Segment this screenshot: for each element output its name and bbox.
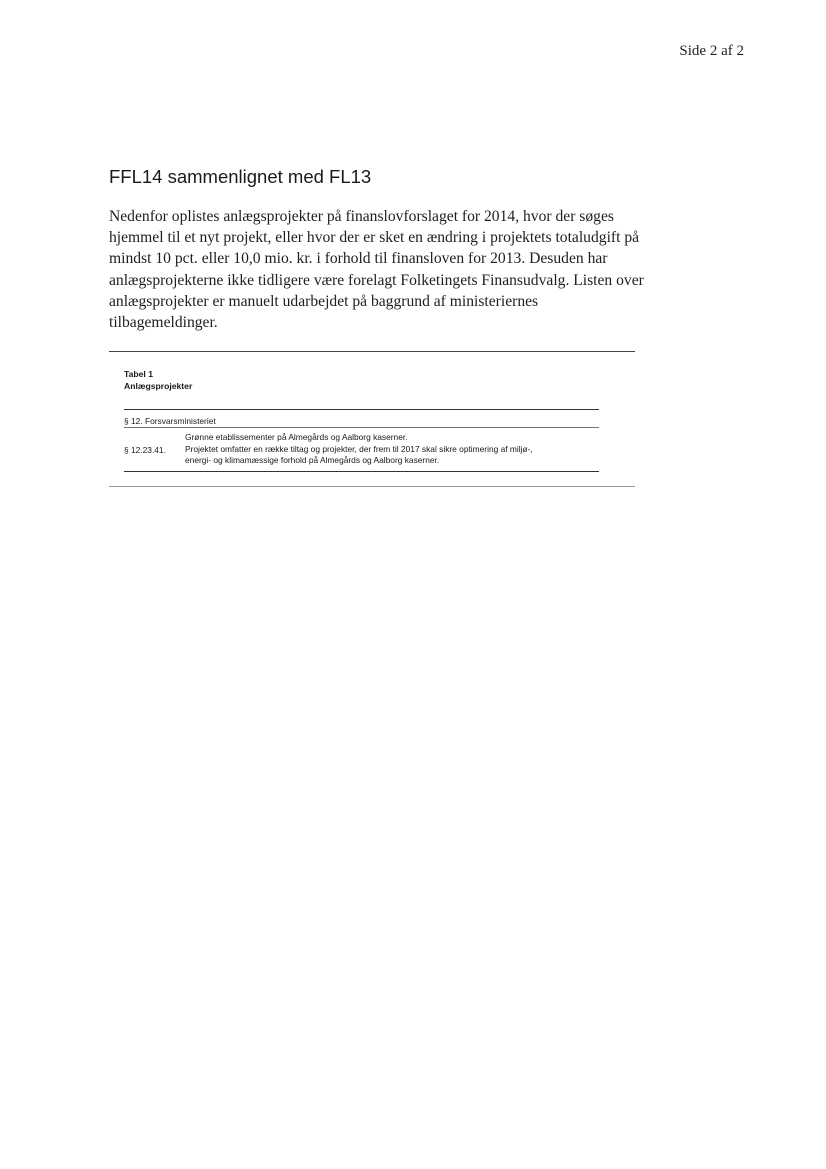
project-table (124, 368, 599, 465)
intro-paragraph: Nedenfor oplistes anlægsprojekter på finanslovforslaget for 2014, hvor der søges hjemmel til et nyt projekt, eller hvor der er sket en ændring i projektets totaludgift på mindst 10 pct. eller 10,0 mio. kr. i forhold til finansloven for 2013. Desuden har anlægsprojekterne ikke tidligere være forelagt Folketingets Finansudvalg. Listen over anlægsprojekter er manuelt udarbejdet på baggrund af ministeriernes tilbagemeldinger. (109, 208, 644, 332)
section-heading: FFL14 sammenlignet med FL13 (109, 166, 372, 187)
ministry-rule (124, 427, 599, 428)
ministry-label: § 12. Forsvarsministeriet (124, 416, 216, 426)
project-account: § 12.23.41. (124, 445, 166, 455)
project-description (185, 432, 599, 467)
table-number: Tabel 1 (124, 369, 153, 379)
table-footer-rule (124, 471, 599, 472)
table-bottom-rule (109, 486, 635, 487)
project-description-line: energi- og klimamæssige forhold på Almegårds og Aalborg kaserner. (185, 455, 440, 465)
table-title: Anlægsprojekter (124, 381, 193, 391)
table-header-rule (124, 409, 599, 410)
page-number: Side 2 af 2 (679, 43, 744, 59)
project-description-line: Projektet omfatter en række tiltag og projekter, der frem til 2017 skal sikre optimering af miljø-, (185, 443, 533, 454)
table-row (124, 432, 599, 468)
table-top-rule (109, 351, 635, 352)
project-title: Grønne etablissementer på Almegårds og Aalborg kaserner. (185, 432, 408, 442)
